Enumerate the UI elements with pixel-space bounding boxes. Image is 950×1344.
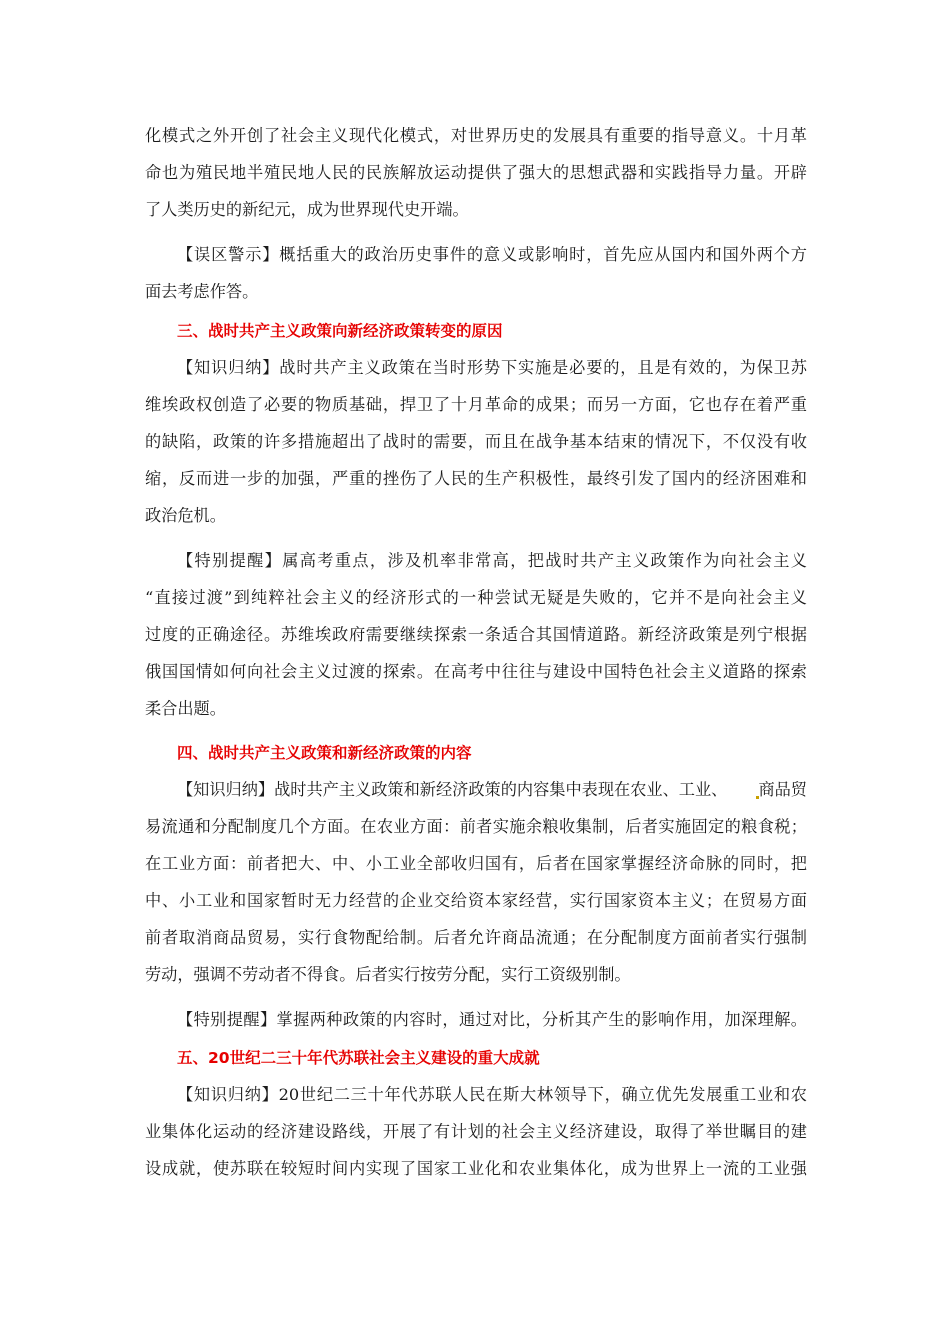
text-line: 政治危机。 [145, 506, 226, 525]
text-line: 的缺陷，政策的许多措施超出了战时的需要，而且在战争基本结束的情况下，不仅没有收 [145, 432, 807, 451]
text-line: 【知识归纳】战时共产主义政策在当时形势下实施是必要的，且是有效的，为保卫苏 [177, 358, 807, 377]
text-line: 过度的正确途径。苏维埃政府需要继续探索一条适合其国情道路。新经济政策是列宁根据 [145, 625, 807, 644]
text-line: 设成就，使苏联在较短时间内实现了国家工业化和农业集体化，成为世界上一流的工业强 [145, 1159, 807, 1178]
text-line: 易流通和分配制度几个方面。在农业方面：前者实施余粮收集制，后者实施固定的粮食税； [145, 817, 807, 836]
text-segment: 商品贸 [758, 780, 807, 799]
text-line: 前者取消商品贸易，实行食物配给制。后者允许商品流通；在分配制度方面前者实行强制 [145, 928, 807, 947]
text-line: 缩，反而进一步的加强，严重的挫伤了人民的生产积极性，最终引发了国内的经济困难和 [145, 469, 807, 488]
text-line: 【知识归纳】20世纪二三十年代苏联人民在斯大林领导下，确立优先发展重工业和农 [177, 1085, 807, 1104]
text-line: 中、小工业和国家暂时无力经营的企业交给资本家经营，实行国家资本主义；在贸易方面 [145, 891, 807, 910]
text-line: 维埃政权创造了必要的物质基础，捍卫了十月革命的成果；而另一方面，它也存在着严重 [145, 395, 807, 414]
text-line: 【误区警示】概括重大的政治历史事件的意义或影响时，首先应从国内和国外两个方 [177, 245, 807, 264]
text-line: 命也为殖民地半殖民地人民的民族解放运动提供了强大的思想武器和实践指导力量。开辟 [145, 163, 807, 182]
text-line: 业集体化运动的经济建设路线，开展了有计划的社会主义经济建设，取得了举世瞩目的建 [145, 1122, 807, 1141]
section-heading: 四、战时共产主义政策和新经济政策的内容 [177, 744, 472, 762]
section-heading: 三、战时共产主义政策向新经济政策转变的原因 [177, 322, 503, 340]
section-heading: 五、20世纪二三十年代苏联社会主义建设的重大成就 [177, 1049, 540, 1067]
text-line: 在工业方面：前者把大、中、小工业全部收归国有，后者在国家掌握经济命脉的同时，把 [145, 854, 807, 873]
text-line: 劳动，强调不劳动者不得食。后者实行按劳分配，实行工资级别制。 [145, 965, 631, 984]
text-line [177, 778, 807, 802]
text-segment: 【知识归纳】战时共产主义政策和新经济政策的内容集中表现在农业、工业、 [177, 780, 728, 799]
text-line: “直接过渡”到纯粹社会主义的经济形式的一种尝试无疑是失败的，它并不是向社会主义 [145, 588, 807, 607]
text-segment [757, 778, 807, 802]
text-line: 了人类历史的新纪元，成为世界现代史开端。 [145, 200, 469, 219]
text-line: 【特别提醒】属高考重点，涉及机率非常高，把战时共产主义政策作为向社会主义 [177, 551, 807, 570]
text-line: 面去考虑作答。 [145, 282, 259, 301]
text-line: 柔合出题。 [145, 699, 226, 718]
text-line: 【特别提醒】掌握两种政策的内容时，通过对比，分析其产生的影响作用，加深理解。 [177, 1010, 807, 1029]
text-line: 化模式之外开创了社会主义现代化模式，对世界历史的发展具有重要的指导意义。十月革 [145, 126, 807, 145]
text-line: 俄国国情如何向社会主义过渡的探索。在高考中往往与建设中国特色社会主义道路的探索 [145, 662, 807, 681]
